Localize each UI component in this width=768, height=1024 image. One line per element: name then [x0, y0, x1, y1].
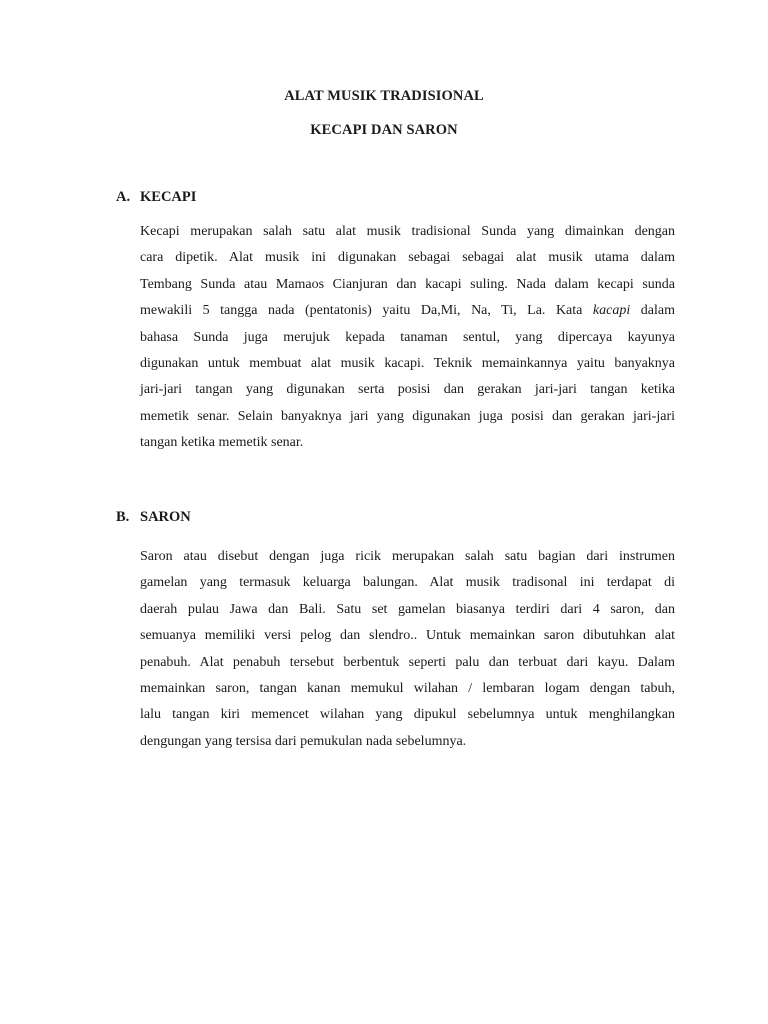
paragraph-line: digunakan untuk membuat alat musik kacapi. Teknik memainkannya yaitu banyaknya	[140, 356, 675, 372]
italic-term: kacapi	[592, 303, 631, 319]
paragraph-line: dengungan yang tersisa dari pemukulan nada sebelumnya.	[140, 733, 467, 749]
paragraph-line: penabuh. Alat penabuh tersebut berbentuk seperti palu dan terbuat dari kayu. Dalam	[140, 654, 675, 670]
section-letter: B.	[116, 509, 130, 525]
paragraph-line: lalu tangan kiri memencet wilahan yang dipukul sebelumnya untuk menghilangkan	[140, 707, 675, 723]
paragraph-line: Tembang Sunda atau Mamaos Cianjuran dan kacapi suling. Nada dalam kecapi sunda	[140, 276, 675, 292]
paragraph-line: Saron atau disebut dengan juga ricik merupakan salah satu bagian dari instrumen	[140, 549, 675, 564]
document-title: ALAT MUSIK TRADISIONAL	[284, 88, 484, 104]
paragraph-line: gamelan yang termasuk keluarga balungan. Alat musik tradisonal ini terdapat di	[140, 575, 675, 591]
paragraph-line: cara dipetik. Alat musik ini digunakan sebagai sebagai alat musik utama dalam	[140, 250, 675, 266]
paragraph-line: memainkan saron, tangan kanan memukul wilahan / lembaran logam dengan tabuh,	[140, 681, 675, 697]
section-title: KECAPI	[140, 189, 197, 205]
paragraph-line: memetik senar. Selain banyaknya jari yang digunakan juga posisi dan gerakan jari-jari	[140, 408, 675, 424]
document-subtitle: KECAPI DAN SARON	[310, 122, 458, 138]
section-title: SARON	[140, 509, 191, 525]
section-paragraph-saron	[140, 544, 675, 755]
paragraph-line: tangan ketika memetik senar.	[140, 435, 304, 451]
section-heading-saron	[116, 509, 191, 526]
paragraph-line: bahasa Sunda juga merujuk kepada tanaman sentul, yang dipercaya kayunya	[140, 329, 675, 345]
section-heading-kecapi	[116, 189, 196, 206]
line-text-tail: dalam	[630, 303, 675, 319]
paragraph-line: jari-jari tangan yang digunakan serta posisi dan gerakan jari-jari tangan ketika	[140, 382, 675, 398]
paragraph-line: daerah pulau Jawa dan Bali. Satu set gamelan biasanya terdiri dari 4 saron, dan	[140, 601, 675, 617]
paragraph-line	[140, 298, 675, 324]
section-letter: A.	[116, 189, 131, 205]
line-text: mewakili 5 tangga nada (pentatonis) yaitu Da,Mi, Na, Ti, La. Kata	[140, 303, 583, 319]
paragraph-line: semuanya memiliki versi pelog dan slendro.. Untuk memainkan saron dibutuhkan alat	[140, 628, 675, 644]
section-paragraph-kecapi	[140, 219, 675, 457]
paragraph-line: Kecapi merupakan salah satu alat musik tradisional Sunda yang dimainkan dengan	[140, 224, 675, 239]
